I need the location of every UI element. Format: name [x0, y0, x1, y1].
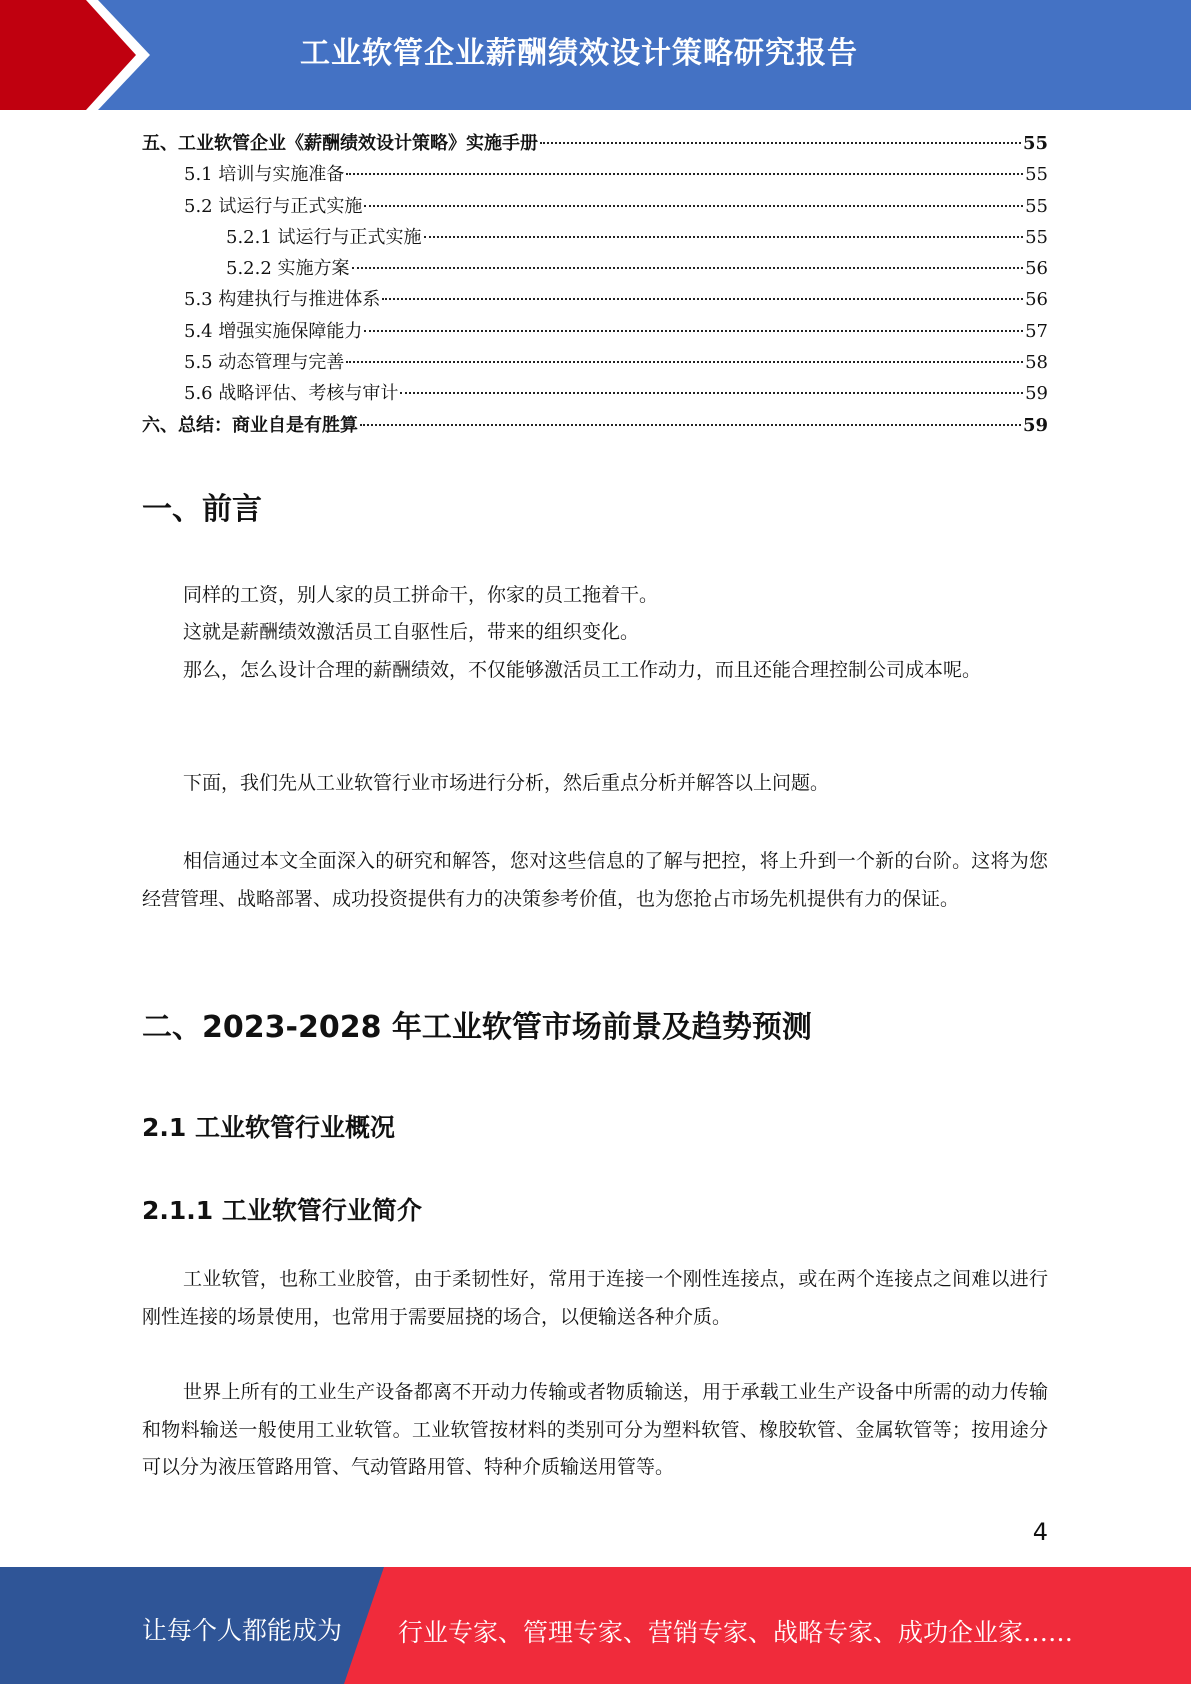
toc-entry-page: 55	[1022, 133, 1048, 154]
toc-entry-title: 5.2 试运行与正式实施	[184, 195, 363, 217]
toc-entry-title: 5.1 培训与实施准备	[184, 164, 345, 186]
toc-entry[interactable]	[142, 378, 1048, 409]
section-heading-preface: 一、前言	[142, 492, 262, 527]
toc-entry[interactable]	[142, 410, 1048, 441]
paragraph: 同样的工资，别人家的员工拼命干，你家的员工拖着干。	[183, 584, 659, 606]
toc-entry-page: 59	[1025, 383, 1048, 405]
toc-entry-title: 5.4 增强实施保障能力	[184, 320, 363, 342]
toc-dot-leader	[364, 330, 1023, 332]
paragraph: 世界上所有的工业生产设备都离不开动力传输或者物质输送，用于承载工业生产设备中所需的动力传输和物料输送一般使用工业软管。工业软管按材料的类别可分为塑料软管、橡胶软管、金属软管等；按用途分可以分为液压管路用管、气动管路用管、特种介质输送用管等。	[142, 1381, 1048, 1478]
toc-dot-leader	[364, 205, 1023, 207]
toc-dot-leader	[382, 298, 1023, 300]
toc-entry-title: 5.6 战略评估、考核与审计	[184, 383, 399, 405]
toc-dot-leader	[360, 424, 1021, 426]
page-header	[0, 0, 1191, 110]
toc-entry[interactable]	[142, 316, 1048, 347]
toc-dot-leader	[346, 173, 1023, 175]
toc-dot-leader	[540, 142, 1021, 144]
toc-entry-title: 5.3 构建执行与推进体系	[184, 289, 381, 311]
toc-entry-page: 56	[1025, 258, 1048, 280]
toc-dot-leader	[400, 392, 1023, 394]
toc-entry-title: 五、工业软管企业《薪酬绩效设计策略》实施手册	[142, 133, 538, 154]
paragraph: 那么，怎么设计合理的薪酬绩效，不仅能够激活员工工作动力，而且还能合理控制公司成本呢。	[183, 659, 982, 681]
footer-slogan-left: 让每个人都能成为	[142, 1616, 343, 1645]
section-heading-market: 二、2023-2028 年工业软管市场前景及趋势预测	[142, 1010, 812, 1045]
page-footer	[0, 1567, 1191, 1684]
paragraph: 这就是薪酬绩效激活员工自驱性后，带来的组织变化。	[183, 621, 640, 643]
toc-dot-leader	[346, 361, 1023, 363]
page-number: 4	[1032, 1518, 1048, 1546]
toc-entry-title: 5.2.2 实施方案	[226, 258, 350, 280]
header-arrow-decoration	[0, 0, 160, 110]
subsubsection-heading: 2.1.1 工业软管行业简介	[142, 1196, 422, 1225]
paragraph: 相信通过本文全面深入的研究和解答，您对这些信息的了解与把控，将上升到一个新的台阶。这将为您经营管理、战略部署、成功投资提供有力的决策参考价值，也为您抢占市场先机提供有力的保证。	[142, 850, 1048, 910]
toc-entry-title: 5.2.1 试运行与正式实施	[226, 226, 422, 248]
report-title: 工业软管企业薪酬绩效设计策略研究报告	[300, 36, 858, 71]
toc-entry-title: 六、总结：商业自是有胜算	[142, 414, 358, 436]
toc-dot-leader	[424, 236, 1024, 238]
toc-entry[interactable]	[142, 128, 1048, 159]
toc-entry-page: 55	[1025, 195, 1048, 217]
toc-entry[interactable]	[142, 159, 1048, 190]
subsection-heading: 2.1 工业软管行业概况	[142, 1113, 395, 1142]
toc-entry[interactable]	[142, 191, 1048, 222]
toc-dot-leader	[352, 267, 1024, 269]
paragraph: 下面，我们先从工业软管行业市场进行分析，然后重点分析并解答以上问题。	[183, 772, 830, 794]
footer-slogan-right: 行业专家、管理专家、营销专家、战略专家、成功企业家……	[398, 1618, 1074, 1647]
toc-entry-page: 57	[1025, 320, 1048, 342]
toc-entry-page: 55	[1025, 226, 1048, 248]
toc-entry[interactable]	[142, 222, 1048, 253]
toc-entry[interactable]	[142, 284, 1048, 315]
toc-entry-page: 56	[1025, 289, 1048, 311]
paragraph: 工业软管，也称工业胶管，由于柔韧性好，常用于连接一个刚性连接点，或在两个连接点之间难以进行刚性连接的场景使用，也常用于需要屈挠的场合，以便输送各种介质。	[142, 1268, 1048, 1328]
toc-entry[interactable]	[142, 253, 1048, 284]
table-of-contents	[142, 128, 1048, 441]
toc-entry-page: 59	[1022, 414, 1048, 436]
toc-entry-page: 58	[1025, 352, 1048, 374]
toc-entry-title: 5.5 动态管理与完善	[184, 352, 345, 374]
toc-entry-page: 55	[1025, 164, 1048, 186]
toc-entry[interactable]	[142, 347, 1048, 378]
